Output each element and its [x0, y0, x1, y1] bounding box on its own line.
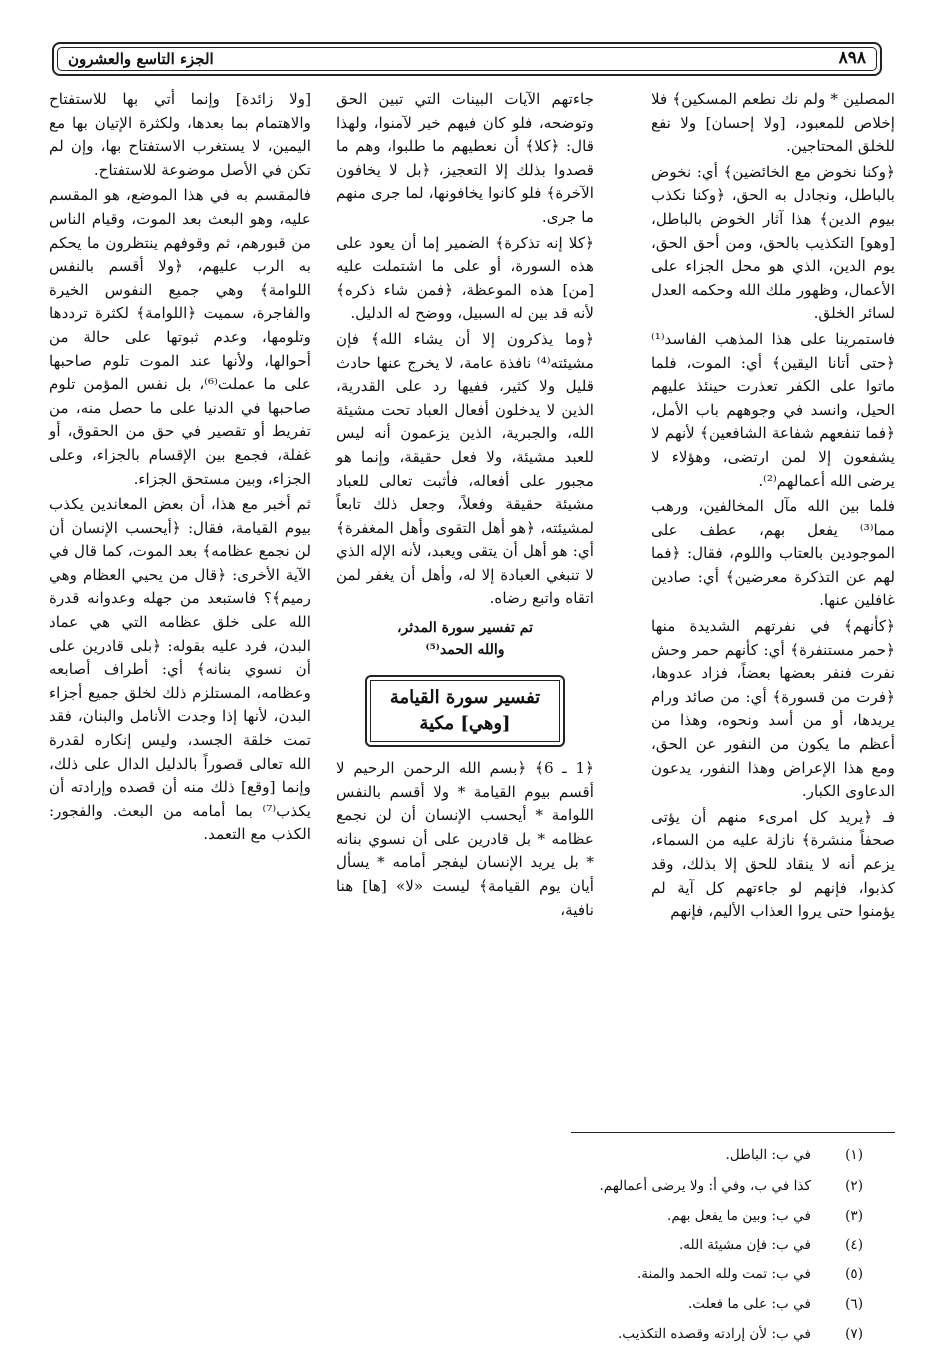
footnote-number: (٤): [845, 1237, 863, 1253]
footnote-number: (٢): [845, 1178, 863, 1194]
end-note-line: والله الحمد⁽⁵⁾: [425, 642, 505, 659]
footnote-text: في ب: تمت ولله الحمد والمنة.: [636, 1266, 811, 1282]
footnote-text: في ب: الباطل.: [725, 1147, 811, 1163]
surah-end-note: [336, 617, 594, 661]
surah-title-box: [365, 675, 565, 747]
paragraph: فـ ﴿يريد كل امرىء منهم أن يؤتى صحفاً منشرة﴾ نازلة عليه من السماء، يزعم أنه لا ينقاد للحق إلا بذلك، وقد كذبوا، فإنهم لو جاءتهم كل آية لم يؤمنوا حتى يروا العذاب الأليم، فإنهم: [651, 807, 895, 921]
footnote-separator: [571, 1132, 895, 1133]
paragraph: فاستمرينا على هذا المذهب الفاسد⁽¹⁾ ﴿حتى أتانا اليقين﴾ أي: الموت، فلما ماتوا على الكفر تعذرت حينئذ عليهم الحيل، وانسد في وجوههم باب الأمل، ﴿فما تنفعهم شفاعة الشافعين﴾ لأنهم لا يشفعون إلا لمن ارتضى، وهؤلاء لا يرضى الله أعمالهم⁽²⁾.: [651, 329, 895, 490]
page-number: ٨٩٨: [838, 48, 866, 68]
footnote-text: في ب: لأن إرادته وقصده التكذيب.: [617, 1326, 811, 1342]
footnote-number: (٧): [845, 1326, 863, 1342]
footnote: [103, 1320, 863, 1348]
footnote: [103, 1202, 863, 1230]
paragraph: فلما بين الله مآل المخالفين، ورهب مما⁽³⁾ يفعل بهم، عطف على الموجودين بالعتاب واللوم، فقال: ﴿فما لهم عن التذكرة معرضين﴾ أي: صادين غافلين عنها.: [651, 497, 895, 610]
footnote-text: كذا في ب، وفي أ: ولا يرضى أعمالهم.: [599, 1178, 811, 1194]
footnote-text: في ب: وبين ما يفعل بهم.: [667, 1208, 811, 1224]
paragraph: ثم أخبر مع هذا، أن بعض المعاندين يكذب بيوم القيامة، فقال: ﴿أيحسب الإنسان أن لن نجمع عظامه﴾ بعد الموت، كما قال في الآية الأخرى: ﴿قال من يحيي العظام وهي رميم﴾؟ فاستبعد من جهله وعدوانه قدرة الله على خلق عظامه التي هي عماد البدن، فرد عليه بقوله: ﴿بلى قادرين على أن نسوي بنانه﴾ أي: أطراف أصابعه وعظامه، المستلزم ذلك لخلق جميع أجزاء البدن، لأنها إذا وجدت الأنامل والبنان، فقد تمت خلقة الجسد، وليس إنكاره لقدرة الله تعالى قصوراً بالدليل الدال على ذلك، وإنما [وقع] ذلك منه أن قصده وإرادته أن يكذب⁽⁷⁾ بما أمامه من البعث. والفجور: الكذب مع التعمد.: [49, 495, 311, 844]
footnote: [103, 1141, 863, 1169]
footnote-number: (٥): [845, 1266, 863, 1282]
paragraph: جاءتهم الآيات البينات التي تبين الحق وتوضحه، فلو كان فيهم خير لآمنوا، ولهذا قال: ﴿كلا﴾ أن نعطيهم ما طلبوا، وهم ما قصدوا بذلك إلا التعجيز، ﴿بل لا يخافون الآخرة﴾ فلو كانوا يخافونها، لما جرى منهم ما جرى.: [336, 90, 594, 226]
paragraph: ﴿كأنهم﴾ في نفرتهم الشديدة منها ﴿حمر مستنفرة﴾ أي: كأنهم حمر وحش نفرت فنفر بعضها بعضاً، فزاد عدوها، ﴿فرت من قسورة﴾ أي: من صائد ورام يريدها، أو من أسد ونحوه، وهذا من أعظم ما يكون من النفور عن الحق، ومع هذا الإعراض وهذا النفور، يدعون الدعاوى الكبار.: [651, 617, 895, 801]
footnote-number: (٣): [845, 1208, 863, 1224]
paragraph: ﴿وما يذكرون إلا أن يشاء الله﴾ فإن مشيئته⁽⁴⁾ نافذة عامة، لا يخرج عنها حادث قليل ولا كثير، ففيها رد على القدرية، الذين لا يدخلون أفعال العباد تحت مشيئة الله، والجبرية، الذين يزعمون أنه ليس للعبد مشيئة، ولا فعل حقيقة، وإنما هو مجبور على أفعاله، فأثبت تعالى للعباد مشيئة حقيقة وفعلاً، وجعل ذلك تابعاً لمشيئته، ﴿هو أهل التقوى وأهل المغفرة﴾ أي: هو أهل أن يتقى ويعبد، لأنه الإله الذي لا تنبغي العبادة إلا له، وأهل أن يغفر لمن اتقاه واتبع رضاه.: [336, 329, 594, 608]
footnote-number: (١): [845, 1147, 863, 1163]
end-note-line: تم تفسير سورة المدثر،: [396, 620, 534, 637]
surah-subtitle: [وهي] مكية: [419, 713, 511, 735]
surah-title: تفسير سورة القيامة: [389, 687, 541, 709]
footnote: [103, 1231, 863, 1259]
juz-title: الجزء التاسع والعشرون: [68, 50, 214, 68]
footnote: [103, 1172, 863, 1200]
footnote-text: في ب: فإن مشيئة الله.: [678, 1237, 811, 1253]
text-column-left: [49, 88, 311, 849]
text-column-middle: [336, 88, 594, 924]
paragraph: ﴿وكنا نخوض مع الخائضين﴾ أي: نخوض بالباطل، ونجادل به الحق، ﴿وكنا نكذب بيوم الدين﴾ هذا آثار الخوض بالباطل، [وهو] التكذيب بالحق، ومن أحق الحق، يوم الدين، الذي هو محل الجزاء على الأعمال، وظهور ملك الله وحكمه العدل لسائر الخلق.: [651, 162, 895, 323]
paragraph: ﴿1 ـ 6﴾ ﴿بسم الله الرحمن الرحيم لا أقسم بيوم القيامة * ولا أقسم بالنفس اللوامة * أيحسب الإنسان أن لن نجمع عظامه * بل قادرين على أن نسوي بنانه * بل يريد الإنسان ليفجر أمامه * يسأل أيان يوم القيامة﴾ ليست «لا» [ها] هنا نافية،: [336, 759, 595, 919]
paragraph: [ولا زائدة] وإنما أتي بها للاستفتاح والاهتمام بما بعدها، ولكثرة الإتيان بها مع اليمين، لا يستغرب الاستفتاح بها، وإن لم تكن في الأصل موضوعة للاستفتاح.: [49, 90, 311, 179]
paragraph: ﴿كلا إنه تذكرة﴾ الضمير إما أن يعود على هذه السورة، أو على ما اشتملت عليه [من] هذه الموعظة، ﴿فمن شاء ذكره﴾ لأنه قد بين له السبيل، ووضح له الدليل.: [336, 233, 594, 323]
footnote: [103, 1260, 863, 1288]
text-column-right: [651, 88, 895, 926]
footnote: [103, 1290, 863, 1318]
footnote-text: في ب: على ما فعلت.: [687, 1296, 811, 1312]
footnote-number: (٦): [845, 1296, 863, 1312]
running-header: [52, 42, 882, 76]
paragraph: فالمقسم به في هذا الموضع، هو المقسم عليه، وهو البعث بعد الموت، وقيام الناس من قبورهم، ثم وقوفهم ينتظرون ما يحكم به الرب عليهم، ﴿ولا أقسم بالنفس اللوامة﴾ وهي جميع النفوس الخيرة والفاجرة، سميت ﴿اللوامة﴾ لكثرة ترددها وتلومها، وعدم ثبوتها على حالة من أحوالها، ولأنها عند الموت تلوم صاحبها على ما عملت⁽⁶⁾، بل نفس المؤمن تلوم صاحبها في الدنيا على ما حصل منه، من تفريط أو تقصير في حق من الحقوق، أو غفلة، فجمع بين الإقسام بالجزاء، وعلى الجزاء، وبين مستحق الجزاء.: [49, 186, 311, 488]
paragraph: المصلين * ولم نك نطعم المسكين﴾ فلا إخلاص للمعبود، [ولا إحسان] ولا نفع للخلق المحتاجين.: [651, 90, 895, 156]
